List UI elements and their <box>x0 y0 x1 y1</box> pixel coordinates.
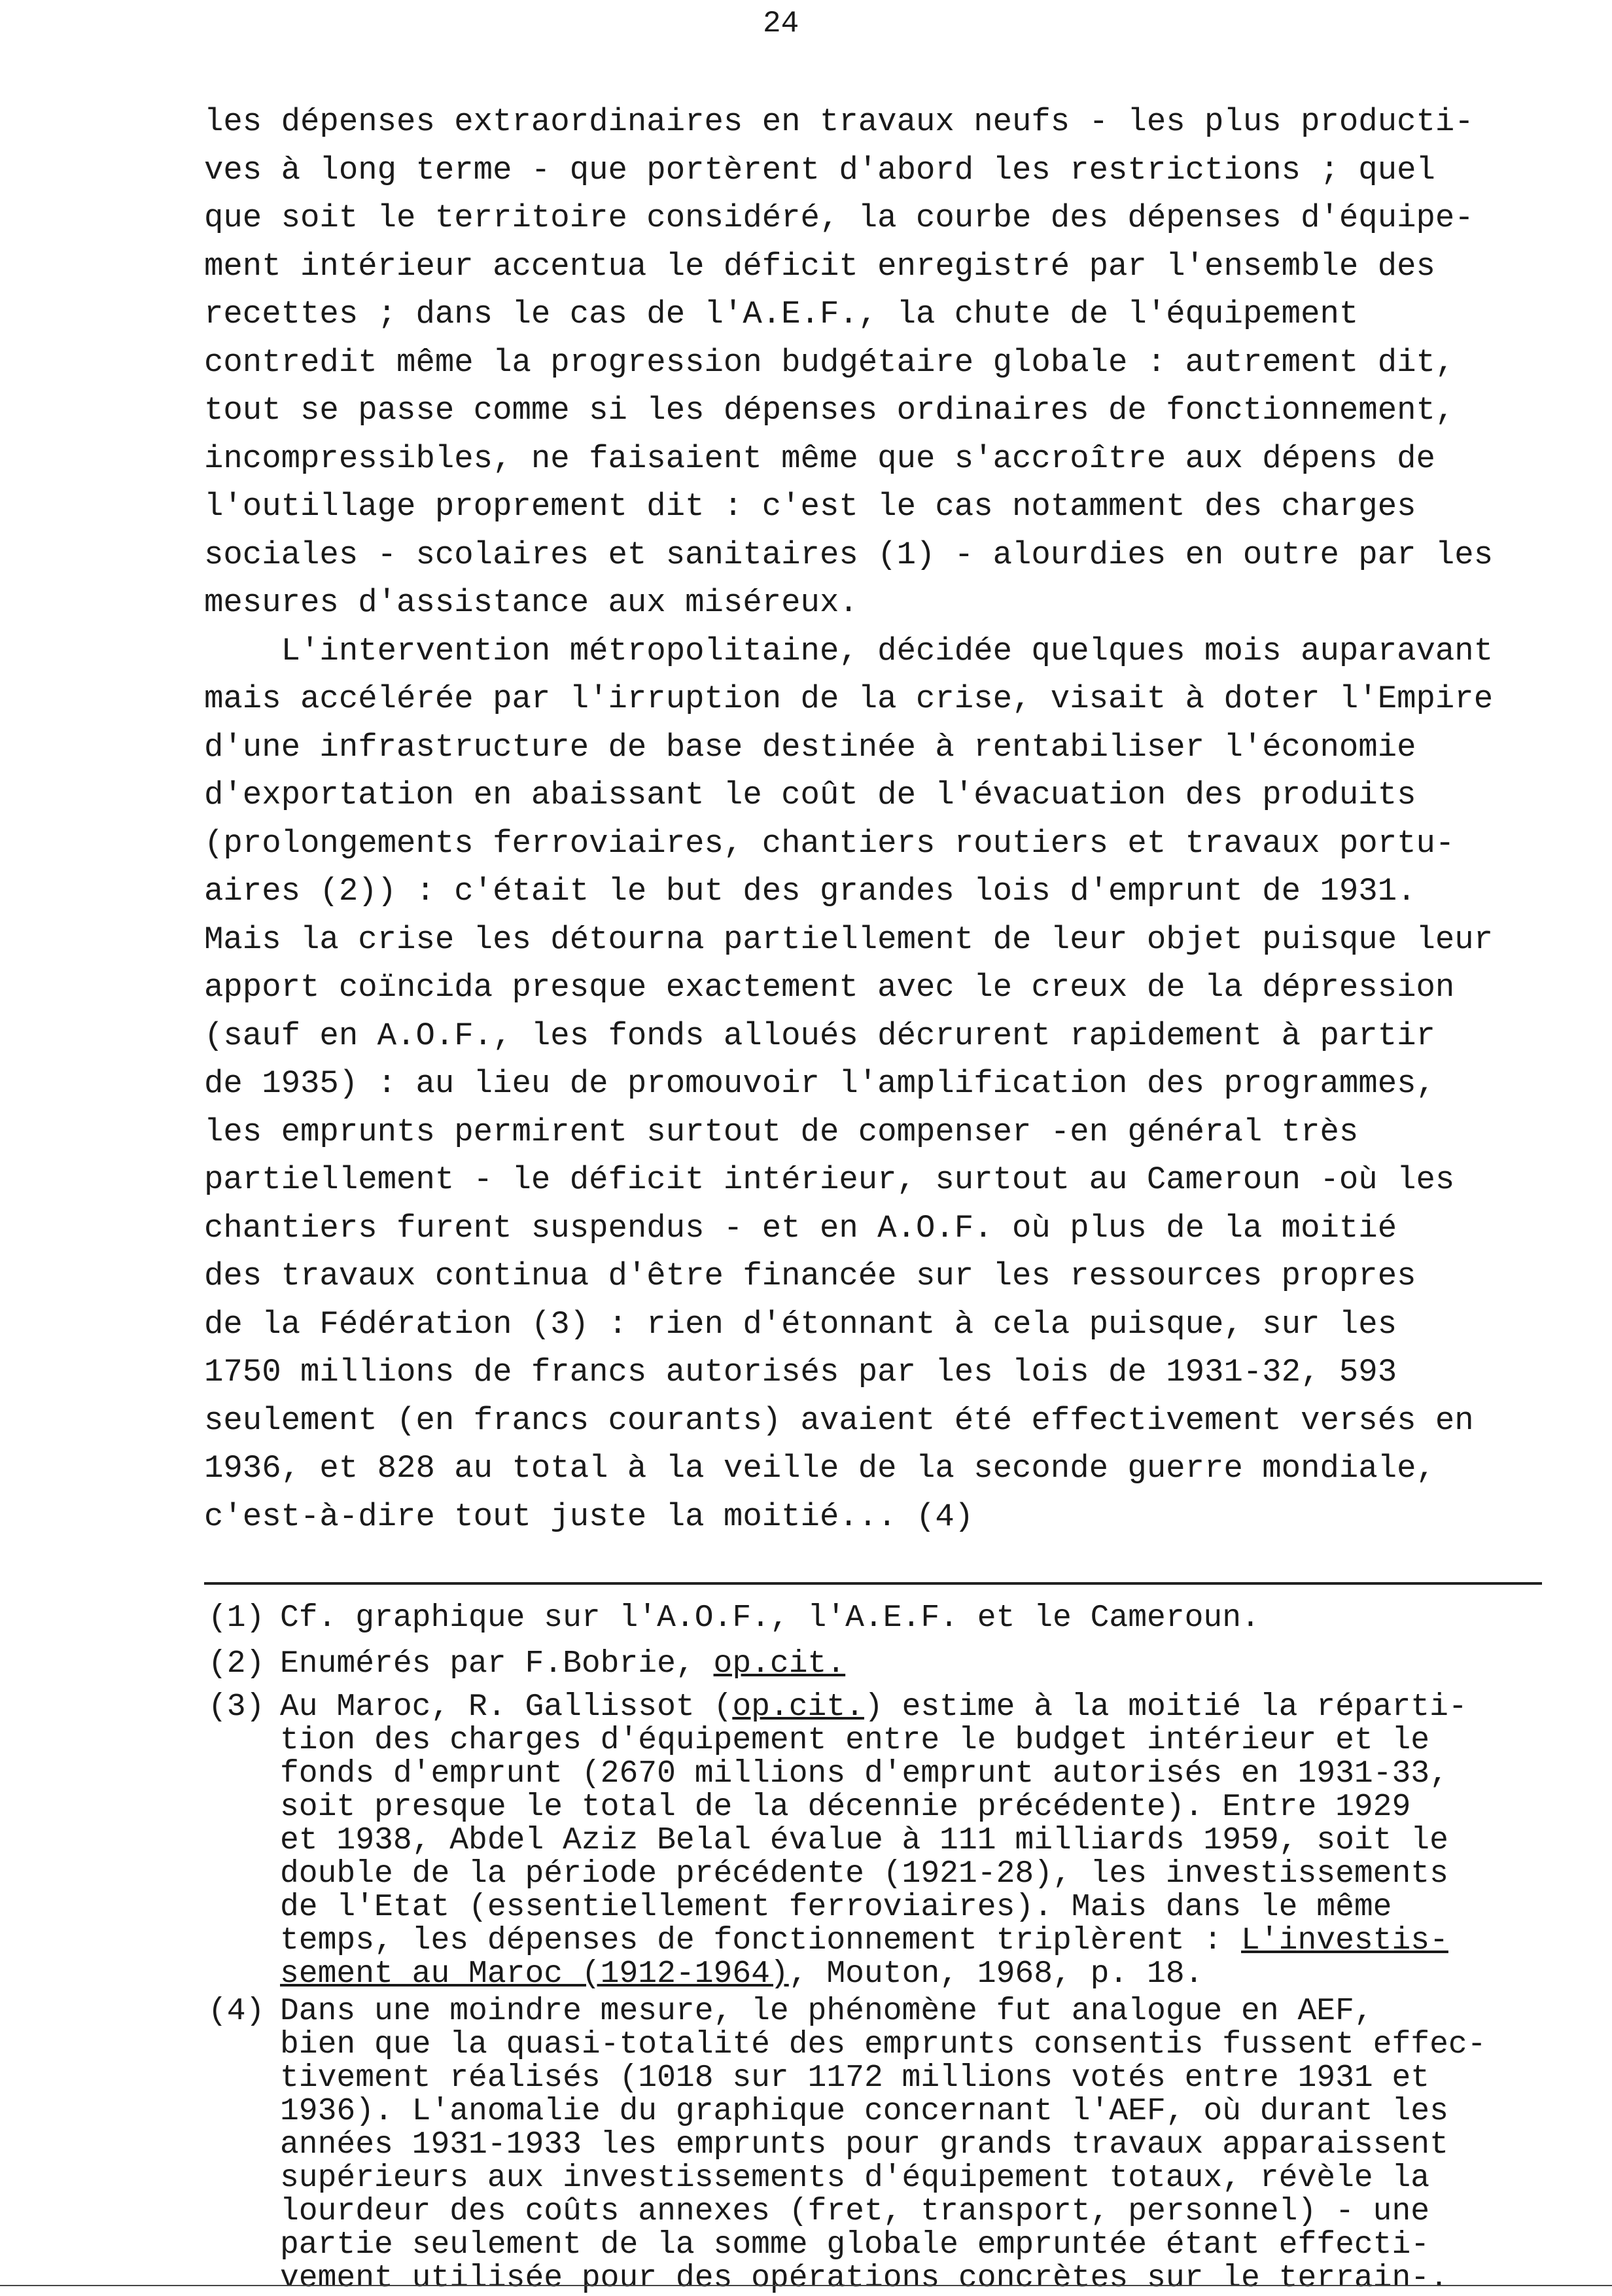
book-title: L'investis- <box>1241 1923 1448 1958</box>
body-line: tout se passe comme si les dépenses ordinaires de fonctionnement, <box>204 392 1455 429</box>
footnote-number: (2) <box>208 1646 265 1682</box>
footnote-1 <box>208 1597 1556 1640</box>
footnote-line: 1936). L'anomalie du graphique concernant l'AEF, où durant les <box>280 2094 1448 2129</box>
footnote-line: fonds d'emprunt (2670 millions d'emprunt autorisés en 1931-33, <box>280 1756 1448 1792</box>
footnote-text <box>280 1642 1556 1686</box>
footnote-line: tivement réalisés (1018 sur 1172 millions votés entre 1931 et <box>280 2060 1430 2096</box>
body-line: 1750 millions de francs autorisés par les lois de 1931-32, 593 <box>204 1354 1397 1390</box>
body-line: 1936, et 828 au total à la veille de la seconde guerre mondiale, <box>204 1450 1435 1487</box>
body-line: contredit même la progression budgétaire globale : autrement dit, <box>204 344 1455 381</box>
footnote-line <box>280 1958 1556 1991</box>
footnote-line: vement utilisée pour des opérations concrètes sur le terrain-. <box>280 2261 1448 2296</box>
footnote-text-part: temps, les dépenses de fonctionnement triplèrent : <box>280 1923 1242 1958</box>
footnote-divider <box>204 1582 1542 1585</box>
footnote-line: tion des charges d'équipement entre le budget intérieur et le <box>280 1723 1430 1758</box>
body-line: de 1935) : au lieu de promouvoir l'amplification des programmes, <box>204 1065 1435 1102</box>
body-line: d'une infrastructure de base destinée à rentabiliser l'économie <box>204 728 1416 766</box>
footnote-number: (4) <box>208 1994 265 2029</box>
footnote-line: double de la période précédente (1921-28), les investissements <box>280 1856 1448 1892</box>
footnote-line: partie seulement de la somme globale empruntée étant effecti- <box>280 2227 1430 2263</box>
footnote-line: de l'Etat (essentiellement ferroviaires). Mais dans le même <box>280 1890 1392 1925</box>
body-line: chantiers furent suspendus - et en A.O.F. où plus de la moitié <box>204 1209 1397 1246</box>
footnote-line: lourdeur des coûts annexes (fret, transport, personnel) - une <box>280 2194 1430 2229</box>
body-line: mesures d'assistance aux miséreux. <box>204 584 858 621</box>
body-line: (prolongements ferroviaires, chantiers routiers et travaux portu- <box>204 824 1455 862</box>
body-line: sociales - scolaires et sanitaires (1) - alourdies en outre par les <box>204 536 1494 573</box>
body-text <box>204 98 1565 1541</box>
footnote-2 <box>208 1642 1556 1686</box>
page-bottom-edge <box>0 2285 1612 2286</box>
body-line: que soit le territoire considéré, la courbe des dépenses d'équipe- <box>204 200 1474 236</box>
body-line: recettes ; dans le cas de l'A.E.F., la chute de l'équipement <box>204 296 1359 332</box>
footnote-text-part: Enumérés par F.Bobrie, <box>280 1646 714 1682</box>
body-line: des travaux continua d'être financée sur les ressources propres <box>204 1258 1416 1294</box>
body-line: Mais la crise les détourna partiellement de leur objet puisque leur <box>204 921 1494 958</box>
body-line: mais accélérée par l'irruption de la crise, visait à doter l'Empire <box>204 680 1494 717</box>
footnote-line <box>280 1691 1556 1724</box>
body-line: les dépenses extraordinaires en travaux neufs - les plus producti- <box>204 103 1474 140</box>
body-line: seulement (en francs courants) avaient été effectivement versés en <box>204 1402 1474 1439</box>
footnote-line: soit presque le total de la décennie précédente). Entre 1929 <box>280 1790 1411 1825</box>
footnote-4 <box>208 1995 1556 2295</box>
body-line: les emprunts permirent surtout de compenser -en général très <box>204 1113 1359 1150</box>
book-title: sement au Maroc (1912-1964) <box>280 1956 789 1992</box>
footnotes <box>208 1597 1556 2295</box>
body-line: (sauf en A.O.F., les fonds alloués décrurent rapidement à partir <box>204 1017 1435 1054</box>
footnote-text-part: Au Maroc, R. Gallissot ( <box>280 1689 733 1725</box>
body-line: ment intérieur accentua le déficit enregistré par l'ensemble des <box>204 247 1435 285</box>
footnote-line: Dans une moindre mesure, le phénomène fut analogue en AEF, <box>280 1994 1373 2029</box>
footnote-number: (1) <box>208 1600 265 1636</box>
body-line: de la Fédération (3) : rien d'étonnant à cela puisque, sur les <box>204 1305 1397 1343</box>
footnote-line: années 1931-1933 les emprunts pour grands travaux apparaissent <box>280 2127 1448 2163</box>
footnote-line: bien que la quasi-totalité des emprunts consentis fussent effec- <box>280 2027 1486 2062</box>
footnote-3 <box>208 1691 1556 1991</box>
footnote-text-part: ) estime à la moitié la réparti- <box>864 1689 1467 1725</box>
footnote-line: et 1938, Abdel Aziz Belal évalue à 111 milliards 1959, soit le <box>280 1823 1448 1858</box>
body-line: c'est-à-dire tout juste la moitié... (4) <box>204 1498 974 1535</box>
footnote-text: Cf. graphique sur l'A.O.F., l'A.E.F. et le Cameroun. <box>280 1600 1260 1636</box>
body-line: ves à long terme - que portèrent d'abord les restrictions ; quel <box>204 151 1435 188</box>
footnote-line: supérieurs aux investissements d'équipement totaux, révèle la <box>280 2161 1430 2196</box>
citation-ref: op.cit. <box>732 1689 864 1725</box>
body-line: d'exportation en abaissant le coût de l'évacuation des produits <box>204 777 1416 813</box>
page-number: 24 <box>763 7 799 41</box>
body-line: l'outillage proprement dit : c'est le cas notamment des charges <box>204 488 1416 525</box>
footnote-line <box>280 1924 1556 1958</box>
body-line: partiellement - le déficit intérieur, surtout au Cameroun -où les <box>204 1161 1455 1198</box>
body-line: apport coïncida presque exactement avec le creux de la dépression <box>204 969 1455 1006</box>
citation-ref: op.cit. <box>713 1646 846 1682</box>
footnote-number: (3) <box>208 1689 265 1725</box>
body-line: incompressibles, ne faisaient même que s'accroître aux dépens de <box>204 440 1435 477</box>
body-line: aires (2)) : c'était le but des grandes lois d'emprunt de 1931. <box>204 873 1416 910</box>
footnote-text-part: , Mouton, 1968, p. 18. <box>788 1956 1204 1992</box>
body-line: L'intervention métropolitaine, décidée quelques mois auparavant <box>204 632 1494 669</box>
